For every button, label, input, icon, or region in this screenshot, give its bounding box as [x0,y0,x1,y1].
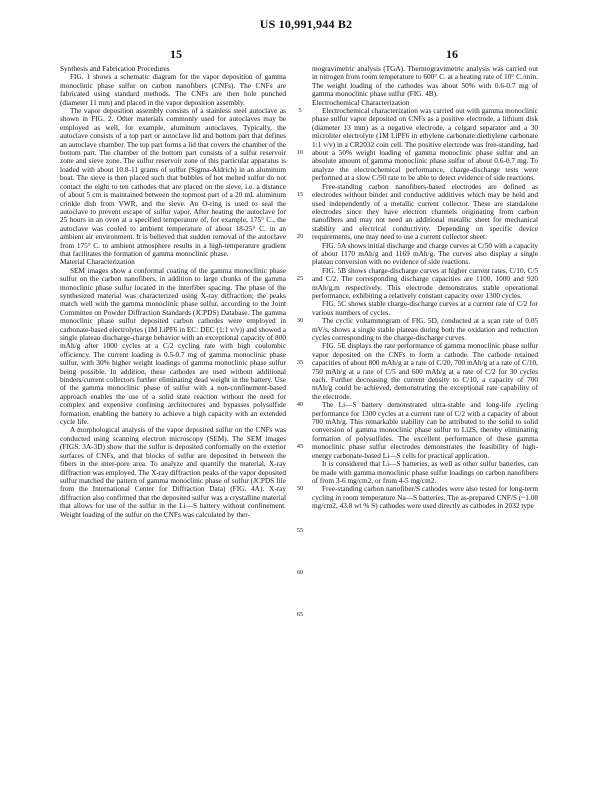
left-column [60,65,286,519]
paragraph: mogravimetric analysis (TGA). Thermogravimetric analysis was carried out in nitrogen from room temperature to 600° C. at a heating rate of 10° C./min. The weight loading of the cathodes was about 50% with 0.6-0.7 mg of gamma monoclinic phase sulfur (FIG. 4B). [312,64,538,99]
line-number: 5 [298,107,302,114]
patent-number: US 10,991,944 B2 [259,17,353,31]
section-heading: Synthesis and Fabrication Procedures [60,64,170,73]
paragraph: FIG. 5B shows charge-discharge curves at higher current rates, C/10, C/5 and C/2. The corresponding discharge capacities are 1100, 1000 and 920 mAh/g,m respectively. This electrode demonstrates stable operational performance, exhibiting a relatively constant capacity over 1300 cycles. [312,265,538,300]
line-number: 65 [296,611,304,618]
right-column [312,65,538,511]
line-number: 55 [296,527,304,534]
line-number: 50 [296,485,304,492]
paragraph: The vapor deposition assembly consists of a stainless steel autoclave as shown in FIG. 2. Other materials commonly used for autoclaves may be employed as well, for example, aluminum autoclaves. Typically, the autoclave consists of a top part or autoclave lid and bottom part that defines an autoclave chamber. The top part forms a lid that covers the chamber of the bottom part. The chamber of the bottom part consists of a sulfur reservoir zone and sieve zone. The sulfur reservoir zone of this particular apparatus is loaded with about 10.8-11 grams of sulfur (Sigma-Aldrich) in an aluminum boat. The sieve is then placed such that bubbles of hot melted sulfur do not contact the eight to ten cathodes that are placed on the sieve, i.e. a distance of about 5 cm is maintained between the topmost part of a 20 mL aluminum crinkle dish from VWR, and the sieve. An O-ring is used to seal the autoclave to prevent escape of sulfur vapor. After heating the autoclave for 25 hours in an oven at a specified temperature of, for example, 175° C., the autoclave was cooled to ambient temperature of about 18-25° C. in an ambient air environment. It is believed that sudden removal of the autoclave from 175° C. to ambient atmosphere results in a high-temperature gradient that facilitates the formation of gamma monoclinic phase. [60,106,286,258]
paragraph: Free-standing carbon nanofiber/S cathodes were also tested for long-term cycling in room temperature Na—S batteries. The as-prepared CNF/S (~1.08 mg/cm2, 43.8 wt % S) cathodes were used directly as cathodes in 2032 type [312,484,538,511]
paragraph: FIG. 5C shows stable charge-discharge curves at a current rate of C/2 for various numbers of cycles. [312,299,538,317]
line-number: 20 [296,233,304,240]
paragraph: The cyclic voltammogram of FIG. 5D, conducted at a scan rate of 0.05 mV/s, shows a single stable plateau during both the oxidation and reduction cycles corresponding to the charge-discharge curves. [312,316,538,342]
line-number: 10 [296,149,304,156]
line-number: 15 [296,191,304,198]
paragraph: FIG. 1 shows a schematic diagram for the vapor deposition of gamma monoclinic phase sulfur on carbon nanofibers (CNFs). The CNFs are fabricated using standard methods. The CNFs are then hole punched (diameter 11 mm) and placed in the vapor deposition assembly. [60,72,286,107]
line-number: 45 [296,443,304,450]
paragraph: FIG. 5E displays the rate performance of gamma monoclinic phase sulfur vapor deposited on the CNFs to form a cathode. The cathode retained capacities of about 800 mAh/g at a rate of C/20, 700 mAh/g at a rate of C/10, 750 mAh/g at a rate of C/5 and 600 mAh/g at a rate of C/2 for 30 cycles each. Further decreasing the current density to C/10, a capacity of 700 mAh/g could be achieved, demonstrating the exceptional rate capability of the electrode. [312,341,538,401]
paragraph: SEM images show a conformal coating of the gamma monoclinic phase sulfur on the carbon nanofibers, in addition to large chunks of the gamma monoclinic phase sulfur located in the interfiber spacing. The phase of the synthesized material was characterized using X-ray diffraction; the peaks match well with the gamma monoclinic phase sulfur, according to the Joint Committee on Powder Diffraction Standards (JCPDS) Database. The gamma monoclinic phase sulfur deposited carbon cathodes were employed in carbonate-based electrolytes (1M LiPF6 in EC: DEC (1:1 v/v)) and showed a single plateau discharge-charge behavior with an exceptional capacity of 800 mAh/g after 1000 cycles at a C/2 cycling rate with high coulombic efficiency. The current loading is 0.5-0.7 mg of gamma monoclinic phase sulfur, with 30% higher weight loadings of gamma monoclinic phase sulfur being possible. In addition, these cathodes are used without additional binders/current collectors further eliminating dead weight in the battery. Use of the gamma monoclinic phase of sulfur with a non-confinement-based approach enables the use of a solid state reaction without the need for complex and expensive confining architectures and bypasses polysulfide formation, enabling the battery to achieve a high capacity with an extended cycle life. [60,265,286,427]
paragraph: Electrochemical characterization was carried out with gamma monoclinic phase sulfur vapor deposited on CNFs as a positive electrode, a lithium disk (diameter 13 mm) as a negative electrode, a celgard separator and a 30 microliter electrolyte (1M LiPF6 in ethylene carbonate:diethylene carbonate 1:1 v/v) in a CR2032 coin cell. The positive electrode was free-standing, had about a 50% weight loading of gamma monoclinic phase sulfur and an absolute amount of gamma monoclinic phase sulfur of about 0.6-0.7 mg. To analyze the electrochemical performance, charge-discharge tests were performed at a slow C/50 rate to be able to detect evidence of side reactions. [312,106,538,183]
paragraph: FIG. 5A shows initial discharge and charge curves at C/50 with a capacity of about 1170 mAh/g and 1169 mAh/g. The curves also display a single plateau conversion with no evidence of side reactions. [312,240,538,267]
line-number: 25 [296,275,304,282]
section-heading: Electrochemical Characterization [312,97,410,107]
left-page-number: 15 [170,47,182,61]
paragraph: A morphological analysis of the vapor deposited sulfur on the CNFs was conducted using scanning electron microscopy (SEM). The SEM images (FIGS. 3A-3D) show that the sulfur is deposited conformally on the exterior surfaces of CNFs, and that blocks of sulfur are deposited in between the fibers in the inter-pore area. To analyze and quantify the material, X-ray diffraction was employed. The X-ray diffraction peaks of the vapor deposited sulfur matched the pattern of gamma monoclinic phase of sulfur (JCPDS file from the International Center for Diffraction Data) (FIG. 4A). X-ray diffraction also confirmed that the deposited sulfur was a crystalline material that allows for use of the sulfur in the Li—S battery without confinement. Weight loading of the sulfur on the CNFs was calculated by ther- [60,425,286,519]
line-number: 30 [296,317,304,324]
line-number: 40 [296,401,304,408]
paragraph: It is considered that Li—S batteries, as well as other sulfur batteries, can be made with gamma monoclinic phase sulfur loadings on carbon nanofibers of from 3-6 mg/cm2, or from 4-5 mg/cm2. [312,459,538,485]
section-heading: Material Characterization [60,257,135,267]
paragraph: Free-standing carbon nanofibers-based electrodes are defined as electrodes without binder and conductive additives which may be held and used independently of a metallic current collector. These are standalone electrodes since they have electron channels originating from carbon nanofibers and may not need an additional metallic sheet for mechanical stability and electrical conductivity. Depending on specific device requirements, one may need to use a current collector sheet. [312,181,538,242]
right-page-number: 16 [446,47,458,61]
line-number: 35 [296,359,304,366]
line-number: 60 [296,569,304,576]
paragraph: The Li—S battery demonstrated ultra-stable and long-life cycling performance for 1300 cycles at a current rate of C/2 with a capacity of about 700 mAh/g. This remarkable stability can be attributed to the solid to solid conversion of gamma monoclinic phase sulfur to Li2S, thereby eliminating formation of polysulfides. The excellent performance of these gamma monoclinic phase sulfur electrodes demonstrates the feasibility of high-energy carbonate-based Li—S cells for practical application. [312,400,538,460]
